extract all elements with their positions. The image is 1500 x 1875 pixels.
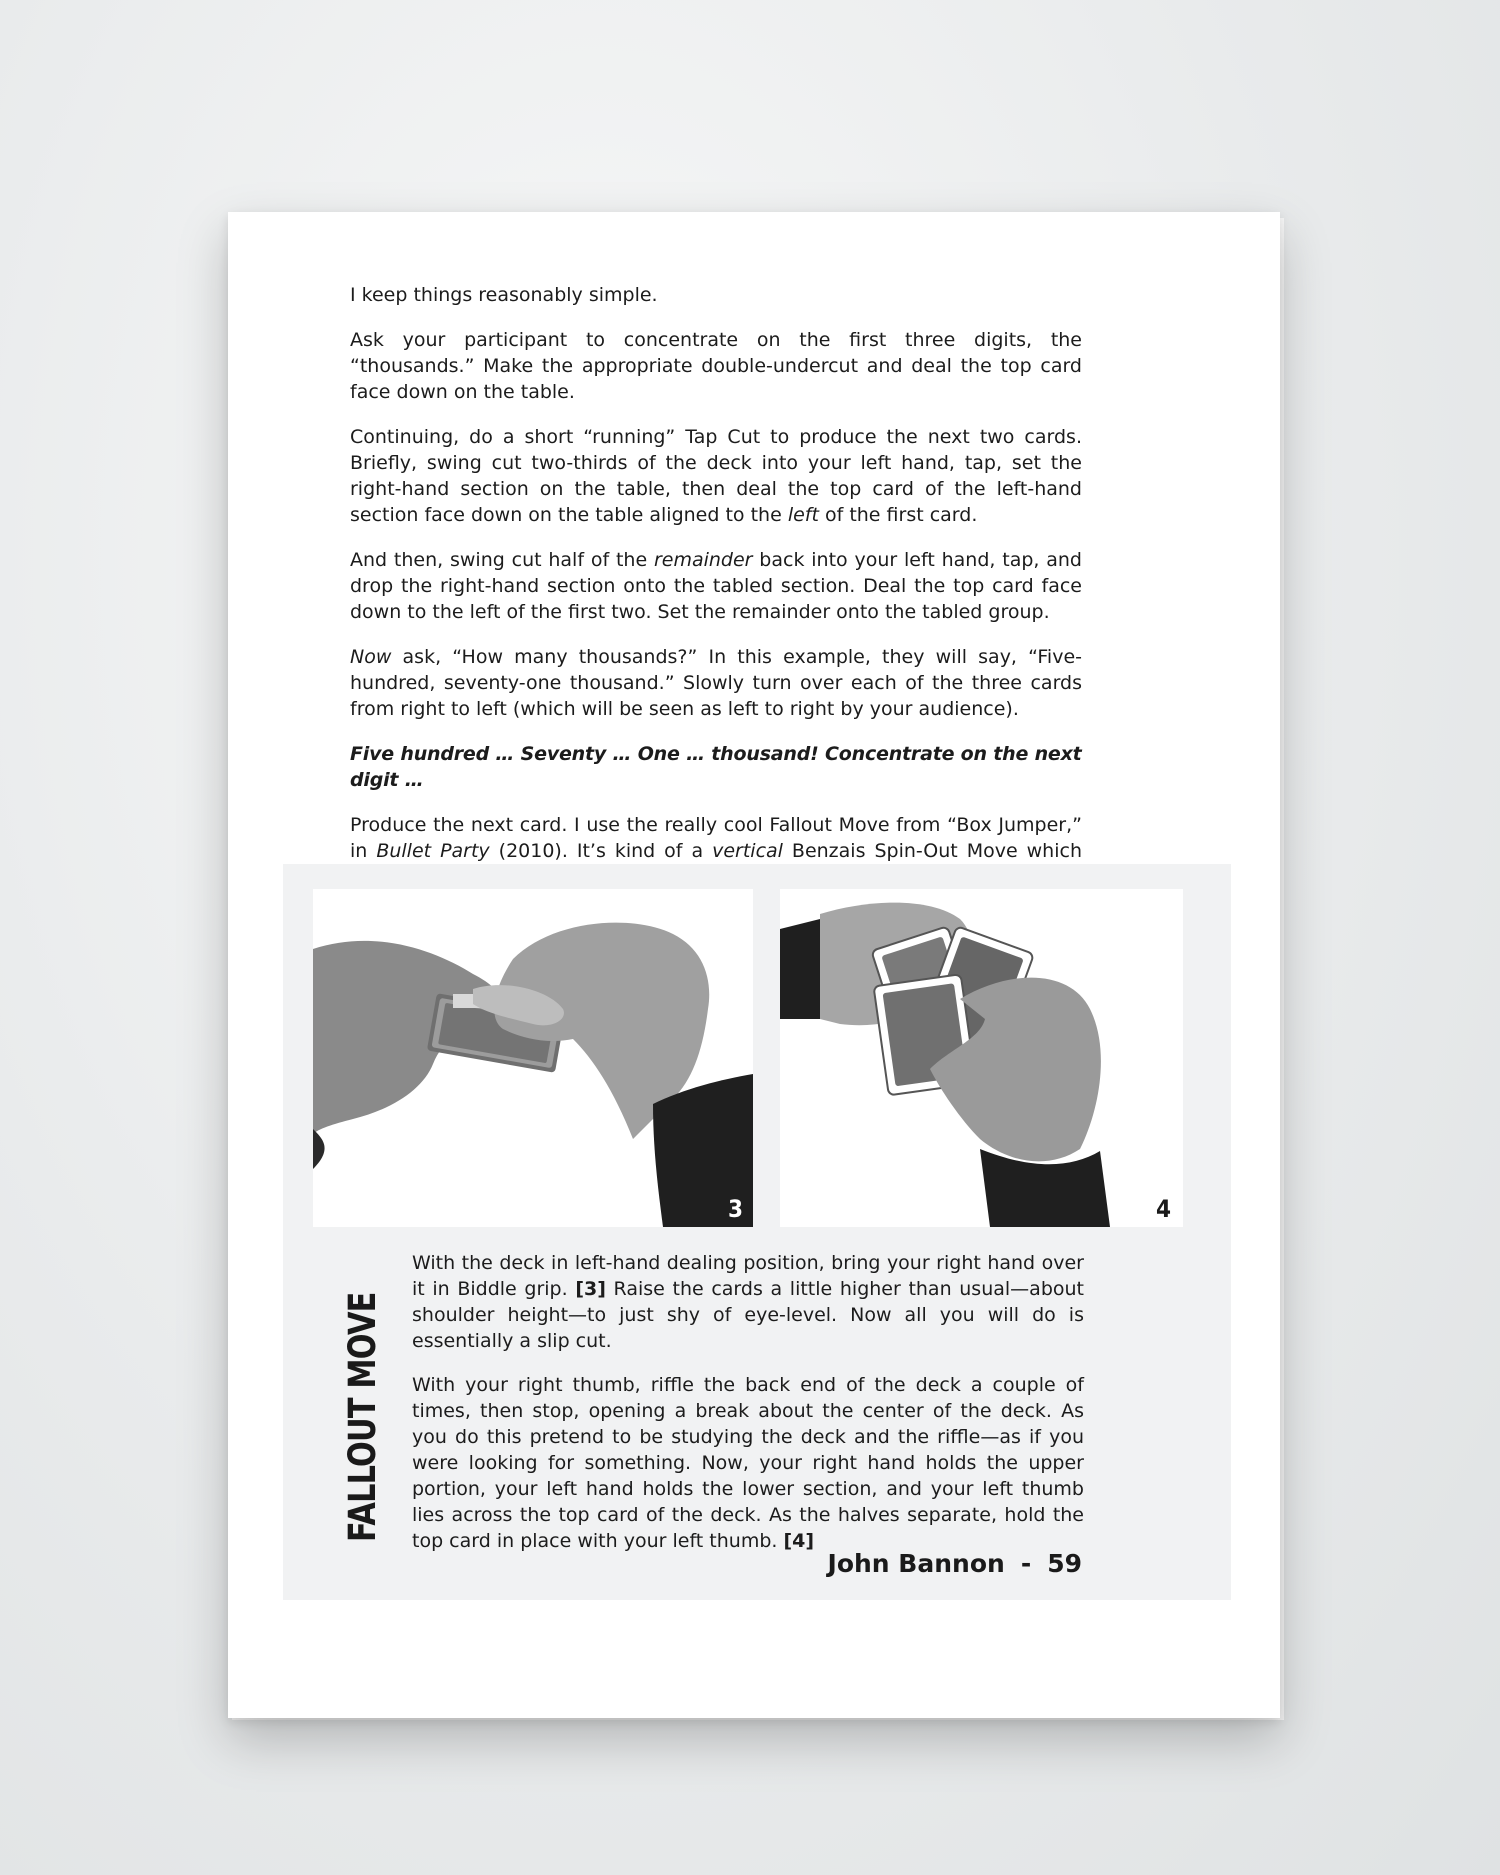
fallout-move-panel bbox=[283, 864, 1231, 1600]
paragraph-7: Produce the next card. I use the really cool Fallout Move from “Box Jumper,” in Bullet Party (2010). It’s kind of a vertical Benzais Spin-Out Move which bbox=[350, 814, 1082, 862]
panel-paragraph-1: With the deck in left-hand dealing position, bring your right hand over it in Biddle grip. [3] Raise the cards a little higher than usual—about shoulder height—to just shy of eye-level. Now all you will do is essentially a slip cut. bbox=[412, 1252, 1084, 1352]
page-number: 59 bbox=[1047, 1549, 1082, 1578]
body-text bbox=[350, 282, 1082, 909]
photo-number-3: 3 bbox=[727, 1195, 743, 1223]
footer-separator: - bbox=[1020, 1549, 1032, 1578]
photo-number-4: 4 bbox=[1155, 1195, 1171, 1223]
paragraph-3: Continuing, do a short “running” Tap Cut to produce the next two cards. Briefly, swing cut two-thirds of the deck into your left hand, tap, set the right-hand section on the table, then deal the top card of the left-hand section face down on the table aligned to the left of the first card. bbox=[350, 426, 1082, 526]
panel-paragraph-2: With your right thumb, riffle the back end of the deck a couple of times, then stop, opening a break about the center of the deck. As you do this pretend to be studying the deck and the riffle—as if you were looking for something. Now, your right hand holds the upper portion, your left hand holds the lower section, and your left thumb lies across the top card of the deck. As the halves separate, hold the top card in place with your left thumb. [4] bbox=[412, 1374, 1084, 1552]
page-footer bbox=[828, 1549, 1082, 1578]
hands-illustration-4 bbox=[780, 889, 1183, 1227]
panel-text bbox=[412, 1250, 1084, 1572]
hands-illustration-3 bbox=[313, 889, 753, 1227]
paragraph-1: I keep things reasonably simple. bbox=[350, 284, 658, 306]
photo-step-4 bbox=[780, 889, 1183, 1227]
photo-step-3 bbox=[313, 889, 753, 1227]
book-page bbox=[228, 212, 1280, 1718]
paragraph-6-emphasis: Five hundred … Seventy … One … thousand! Concentrate on the next digit … bbox=[350, 743, 1082, 791]
paragraph-5: Now ask, “How many thousands?” In this example, they will say, “Five-hundred, seventy-one thousand.” Slowly turn over each of the three cards from right to left (which will be seen as left to right by your audience). bbox=[350, 646, 1082, 720]
paragraph-2: Ask your participant to concentrate on the first three digits, the “thousands.” Make the appropriate double-undercut and deal the top card face down on the table. bbox=[350, 329, 1082, 403]
section-title-vertical: FALLOUT MOVE bbox=[340, 1292, 384, 1542]
paragraph-4: And then, swing cut half of the remainder back into your left hand, tap, and drop the right-hand section onto the tabled section. Deal the top card face down to the left of the first two. Set the remainder onto the tabled group. bbox=[350, 549, 1082, 623]
footer-author: John Bannon bbox=[827, 1549, 1005, 1578]
